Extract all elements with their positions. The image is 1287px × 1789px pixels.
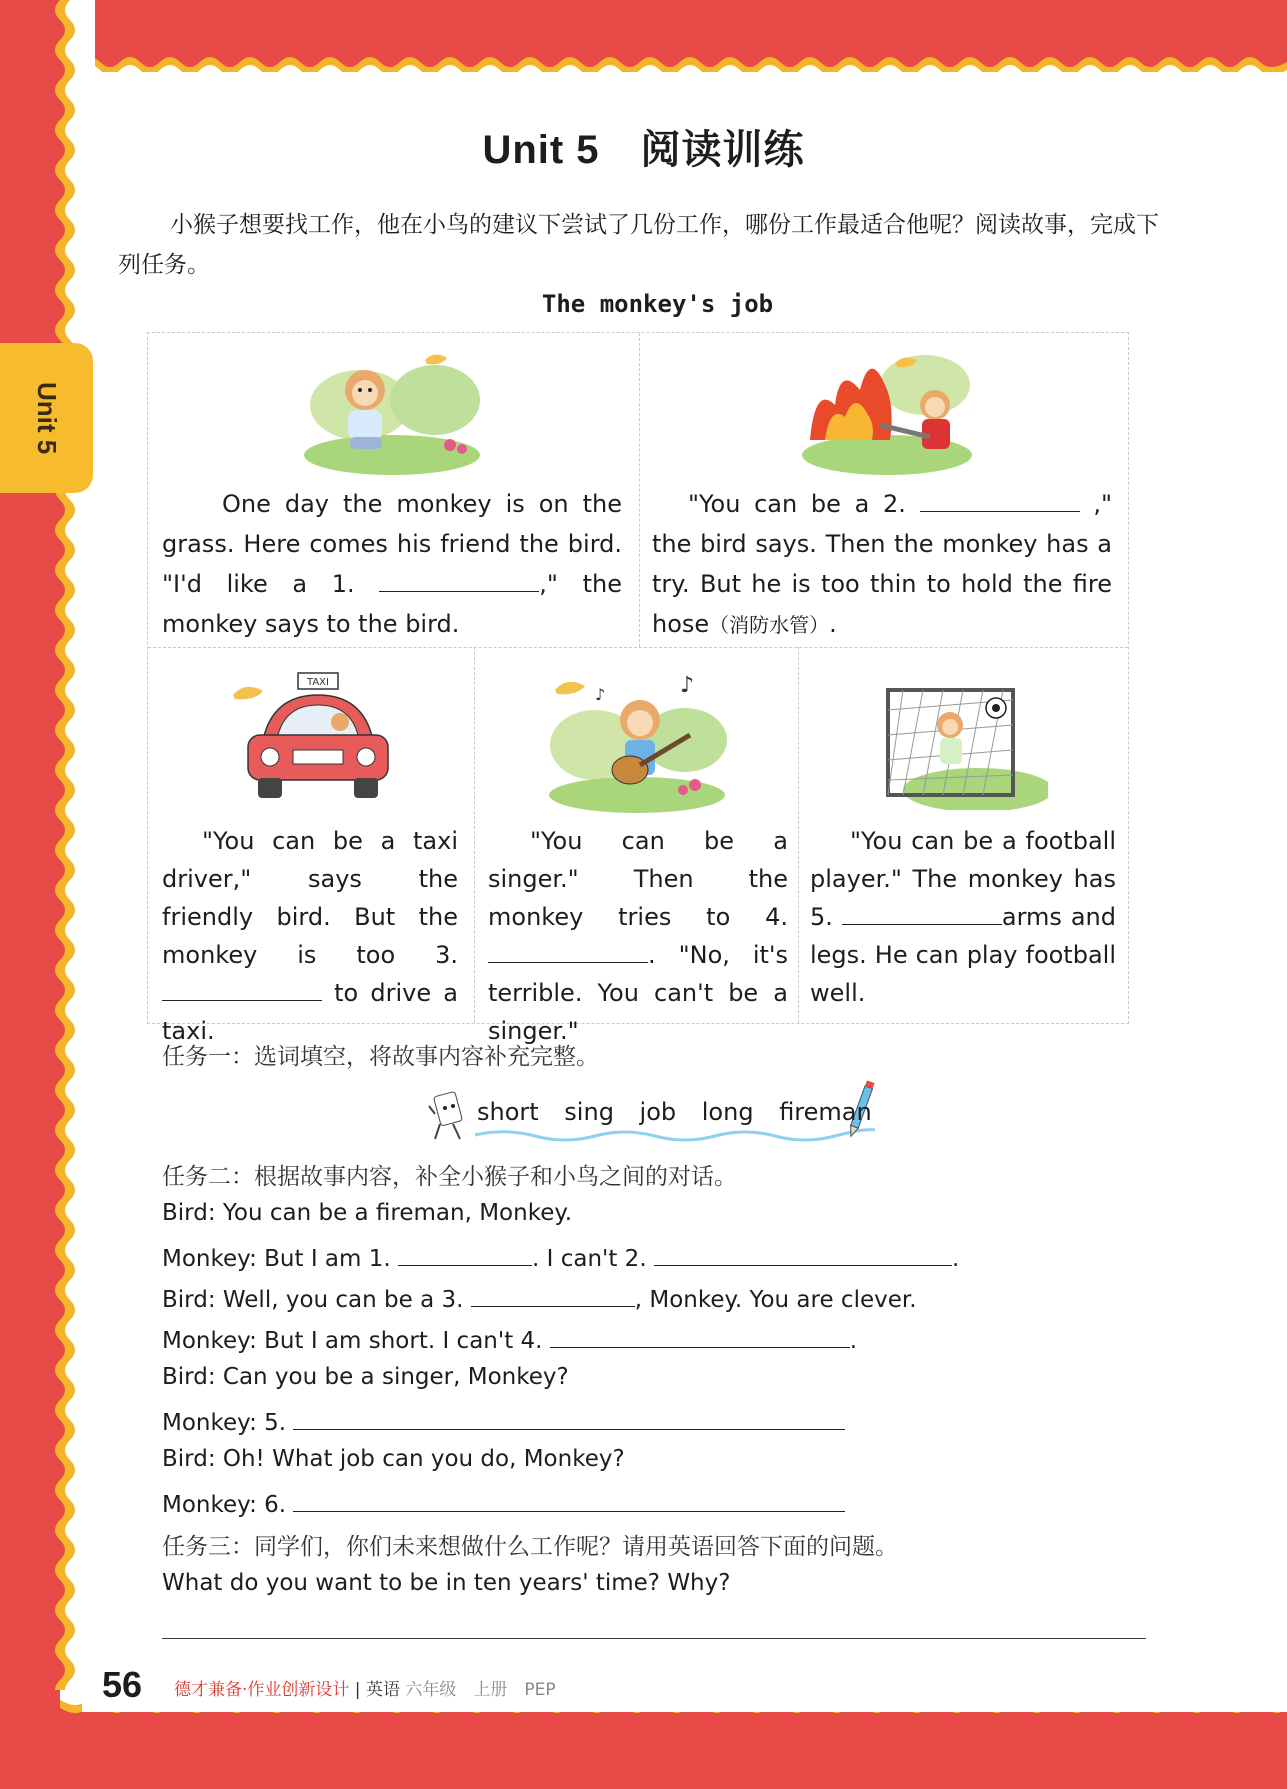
dialog-line-4: Monkey: But I am short. I can't 4. .: [162, 1323, 857, 1354]
unit-tab-label: Unit 5: [32, 381, 62, 455]
dialog-line-5: Bird: Can you be a singer, Monkey?: [162, 1364, 569, 1390]
story-title: The monkey's job: [541, 290, 774, 318]
dialog-line-8: Monkey: 6.: [162, 1487, 845, 1518]
intro-text: 小猴子想要找工作，他在小鸟的建议下尝试了几份工作，哪份工作最适合他呢？阅读故事，完成下列任务。: [118, 212, 1159, 278]
dialog-line-6: Monkey: 5.: [162, 1405, 845, 1436]
answer-line[interactable]: [162, 1638, 1146, 1639]
monkey-football-illustration: [878, 680, 1048, 810]
page-title: Unit 5 阅读训练: [482, 128, 805, 172]
task-1-label: 任务一：选词填空，将故事内容补充完整。: [162, 1044, 599, 1070]
story-panel-5-text: "You can be a football player." The monkey has 5. arms and legs. He can play football well.: [810, 827, 1116, 1007]
footer-series: 德才兼备·作业创新设计 | 英语 六年级 上册 PEP: [174, 1680, 556, 1700]
dialog-blank-5[interactable]: [293, 1405, 845, 1430]
blank-5[interactable]: [842, 900, 1002, 925]
dialog-line-2: Monkey: But I am 1. . I can't 2. .: [162, 1241, 959, 1272]
svg-text:♪: ♪: [680, 673, 695, 698]
story-panel-4-text: "You can be a singer." Then the monkey tries to 4. . "No, it's terrible. You can't be a singer.": [488, 827, 788, 1045]
dialog-blank-3[interactable]: [471, 1282, 635, 1307]
dialog-blank-2[interactable]: [654, 1241, 952, 1266]
task-3-question: What do you want to be in ten years' time? Why?: [162, 1570, 731, 1596]
story-panel-3-text: "You can be a taxi driver," says the friendly bird. But the monkey is too 3. to drive a taxi.: [162, 827, 458, 1045]
svg-text:♪: ♪: [595, 685, 606, 704]
monkey-singer-illustration: [545, 670, 730, 815]
decorative-frame-left: [0, 0, 95, 1789]
monkey-fireman-illustration: [800, 345, 975, 475]
dialog-blank-6[interactable]: [293, 1487, 845, 1512]
taxi-sign-text: TAXI: [307, 677, 329, 688]
page-number: 56: [102, 1664, 143, 1705]
unit-tab: [0, 343, 93, 493]
blank-4[interactable]: [488, 938, 648, 963]
taxi-illustration: [228, 670, 398, 810]
blank-3[interactable]: [162, 976, 322, 1001]
dialog-line-7: Bird: Oh! What job can you do, Monkey?: [162, 1446, 625, 1472]
blank-2[interactable]: [920, 487, 1080, 512]
dialog-blank-1[interactable]: [398, 1241, 532, 1266]
story-panel-1-text: One day the monkey is on the grass. Here comes his friend the bird. "I'd like a 1. ," the monkey says to the bird.: [162, 490, 622, 638]
blank-1[interactable]: [379, 567, 539, 592]
word-bank: short sing job long fireman: [477, 1098, 872, 1126]
dialog-line-3: Bird: Well, you can be a 3. , Monkey. You are clever.: [162, 1282, 917, 1313]
dialog-line-1: Bird: You can be a fireman, Monkey.: [162, 1200, 573, 1226]
dialog-blank-4[interactable]: [550, 1323, 850, 1348]
story-panel-2-text: "You can be a 2. ," the bird says. Then the monkey has a try. But he is too thin to hold the fire hose（消防水管）.: [652, 484, 1112, 645]
task-3-label: 任务三：同学们，你们未来想做什么工作呢？请用英语回答下面的问题。: [162, 1534, 898, 1560]
task-2-label: 任务二：根据故事内容，补全小猴子和小鸟之间的对话。: [162, 1164, 737, 1190]
monkey-on-grass-illustration: [300, 345, 485, 475]
